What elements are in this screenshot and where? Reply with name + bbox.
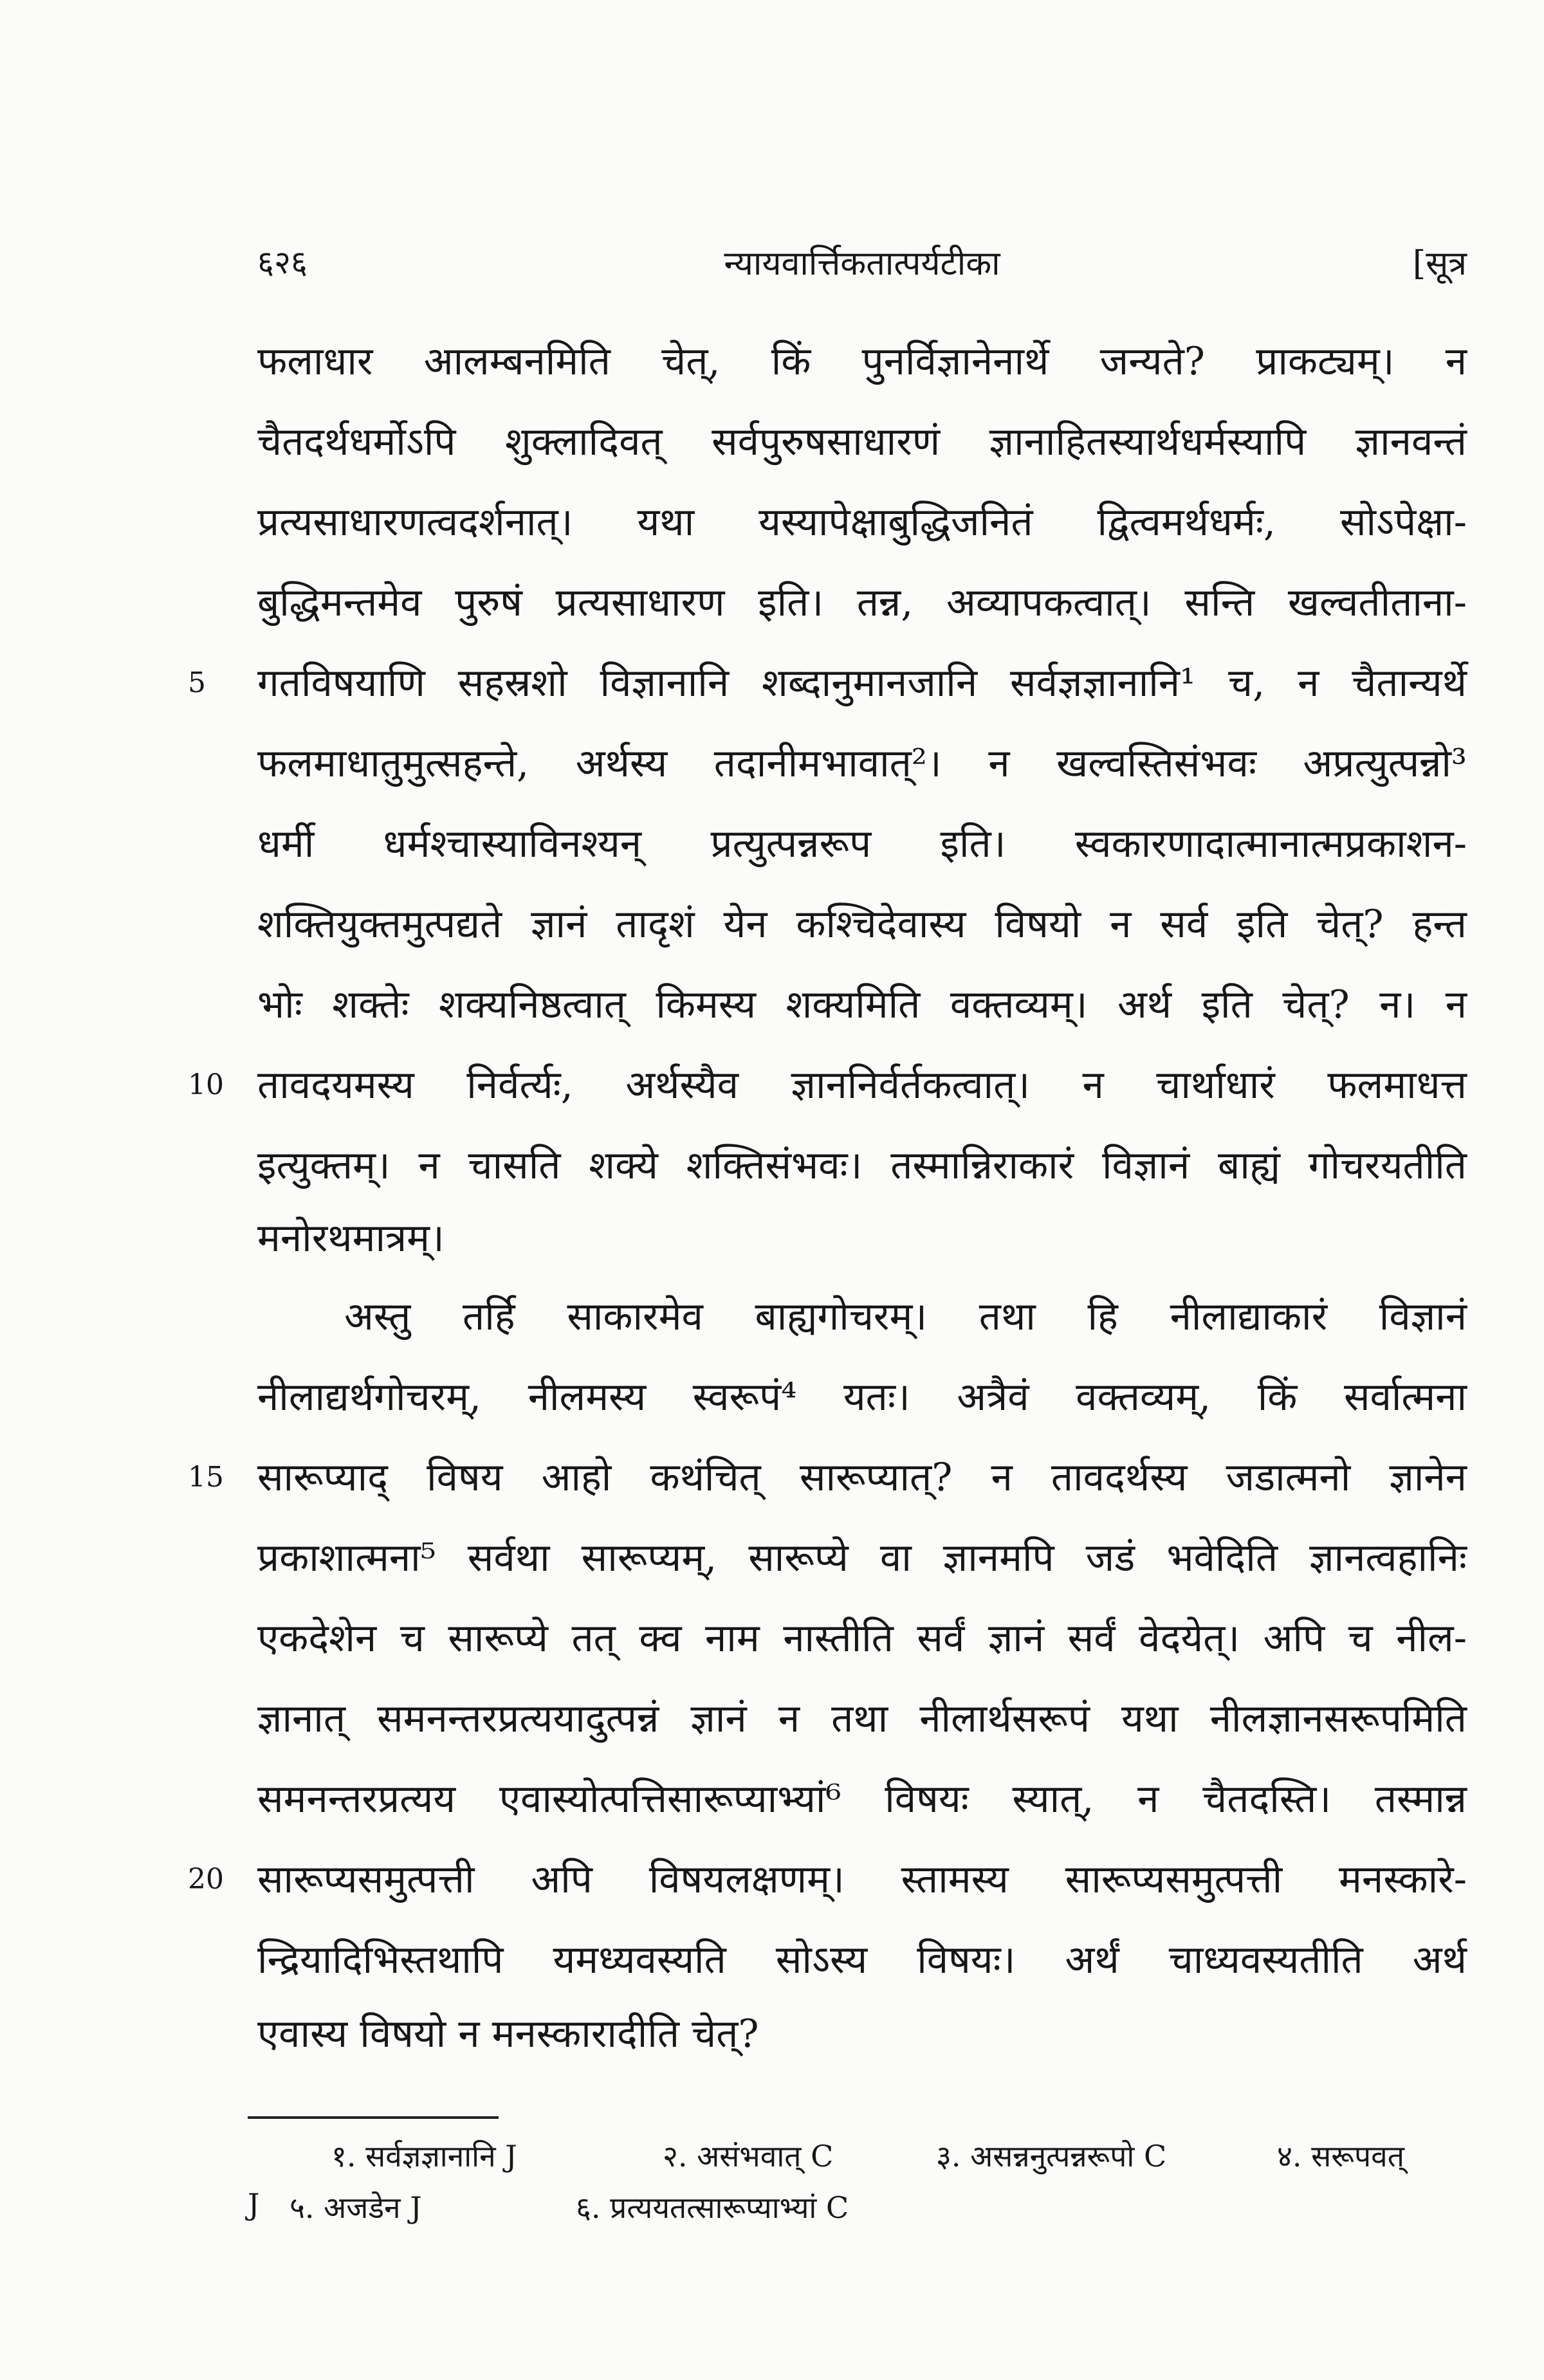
text-line: फलमाधातुमुत्सहन्ते, अर्थस्य तदानीमभावात्²। न खल्वस्तिसंभवः अप्रत्युत्पन्नो³ <box>257 741 1467 786</box>
text-line: भोः शक्तेः शक्यनिष्ठत्वात् किमस्य शक्यमिति वक्तव्यम्। अर्थ इति चेत्? न। न <box>257 982 1467 1027</box>
footnote: ४. सरूपवत् <box>1277 2139 1404 2174</box>
line-number: 10 <box>188 1068 224 1101</box>
running-title: न्यायवार्त्तिकतात्पर्यटीका <box>724 244 1000 283</box>
text-line: ज्ञानात् समनन्तरप्रत्ययादुत्पन्नं ज्ञानं न तथा नीलार्थसरूपं यथा नीलज्ञानसरूपमिति <box>257 1696 1467 1741</box>
text-line: सारूप्यसमुत्पत्ती अपि विषयलक्षणम्। स्तामस्य सारूप्यसमुत्पत्ती मनस्कारे- <box>257 1857 1467 1902</box>
footnote-divider <box>248 2116 499 2119</box>
line-number: 5 <box>188 666 206 699</box>
text-line: एकदेशेन च सारूप्ये तत् क्व नाम नास्तीति सर्वं ज्ञानं सर्वं वेदयेत्। अपि च नील- <box>257 1616 1467 1661</box>
footnote: ५. अजडेन J <box>290 2190 422 2225</box>
text-line: धर्मी धर्मश्चास्याविनश्यन् प्रत्युत्पन्नरूप इति। स्वकारणादात्मानात्मप्रकाशन- <box>257 821 1467 866</box>
text-line: फलाधार आलम्बनमिति चेत्, किं पुनर्विज्ञानेनार्थे जन्यते? प्राकट्यम्। न <box>257 339 1467 384</box>
line-number: 20 <box>188 1863 224 1896</box>
footnote: २. असंभवात् C <box>663 2139 834 2174</box>
text-line: न्द्रियादिभिस्तथापि यमध्यवस्यति सोऽस्य विषयः। अर्थं चाध्यवस्यतीति अर्थ <box>257 1937 1467 1982</box>
footnote: J <box>248 2187 260 2222</box>
line-number: 15 <box>188 1461 224 1494</box>
text-line: इत्युक्तम्। न चासति शक्ये शक्तिसंभवः। तस्मान्निराकारं विज्ञानं बाह्यं गोचरयतीति <box>257 1143 1467 1188</box>
text-line: प्रत्यसाधारणत्वदर्शनात्। यथा यस्यापेक्षाबुद्धिजनितं द्वित्वमर्थधर्मः, सोऽपेक्षा- <box>257 500 1467 545</box>
text-line: बुद्धिमन्तमेव पुरुषं प्रत्यसाधारण इति। तन्न, अव्यापकत्वात्। सन्ति खल्वतीताना- <box>257 580 1467 625</box>
text-line: शक्तियुक्तमुत्पद्यते ज्ञानं तादृशं येन कश्चिदेवास्य विषयो न सर्व इति चेत्? हन्त <box>257 902 1467 947</box>
text-line: प्रकाशात्मना⁵ सर्वथा सारूप्यम्, सारूप्ये वा ज्ञानमपि जडं भवेदिति ज्ञानत्वहानिः <box>257 1535 1467 1580</box>
footnote: ६. प्रत्ययतत्सारूप्याभ्यां C <box>576 2190 849 2225</box>
text-line: एवास्य विषयो न मनस्कारादीति चेत्? <box>257 2011 759 2056</box>
text-line: समनन्तरप्रत्यय एवास्योत्पत्तिसारूप्याभ्यां⁶ विषयः स्यात्, न चैतदस्ति। तस्मान्न <box>257 1777 1467 1822</box>
text-line: सारूप्याद् विषय आहो कथंचित् सारूप्यात्? न तावदर्थस्य जडात्मनो ज्ञानेन <box>257 1455 1467 1500</box>
page-number: ६२६ <box>257 244 308 281</box>
paragraph-first-line: अस्तु तर्हि साकारमेव बाह्यगोचरम्। तथा हि नीलाद्याकारं विज्ञानं <box>344 1294 1467 1339</box>
page-header <box>257 239 1467 297</box>
footnote: ३. असन्ननुत्पन्नरूपो C <box>936 2139 1167 2174</box>
text-line: तावदयमस्य निर्वर्त्यः, अर्थस्यैव ज्ञाननिर्वर्तकत्वात्। न चार्थाधारं फलमाधत्त <box>257 1063 1467 1108</box>
text-line: चैतदर्थधर्मोऽपि शुक्लादिवत् सर्वपुरुषसाधारणं ज्ञानाहितस्यार्थधर्मस्यापि ज्ञानवन्तं <box>257 419 1467 464</box>
text-line: मनोरथमात्रम्। <box>257 1216 445 1261</box>
text-line: गतविषयाणि सहस्रशो विज्ञानानि शब्दानुमानजानि सर्वज्ञज्ञानानि¹ च, न चैतान्यर्थे <box>257 661 1467 706</box>
section-marker: [सूत्र <box>1412 244 1467 283</box>
text-line: नीलाद्यर्थगोचरम्, नीलमस्य स्वरूपं⁴ यतः। अत्रैवं वक्तव्यम्, किं सर्वात्मना <box>257 1375 1467 1420</box>
footnote: १. सर्वज्ञज्ञानानि J <box>331 2139 517 2174</box>
